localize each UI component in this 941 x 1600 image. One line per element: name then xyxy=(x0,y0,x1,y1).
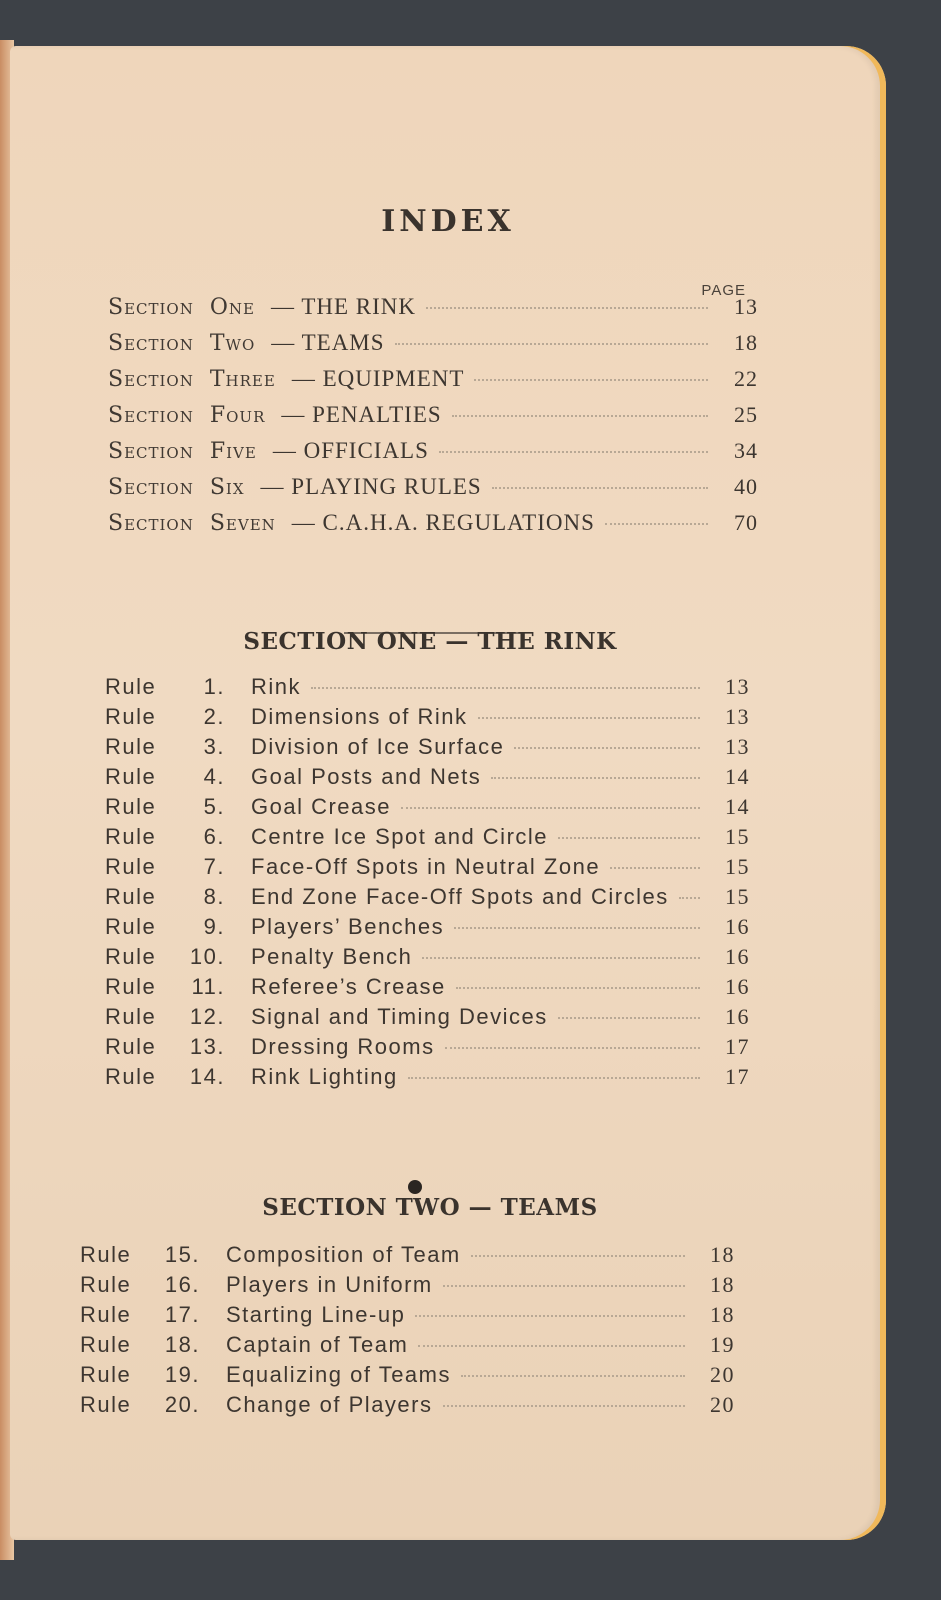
dot-leader xyxy=(426,307,708,309)
index-entry xyxy=(108,330,758,356)
rule-page: 18 xyxy=(710,1302,735,1327)
rule-label: Rule xyxy=(105,974,157,999)
rule-number: 12. xyxy=(189,1004,225,1029)
dot-leader xyxy=(452,415,708,417)
rule-number: 4. xyxy=(203,764,225,789)
rule-label: Rule xyxy=(105,884,157,909)
dot-leader xyxy=(439,451,708,453)
rule-number: 13. xyxy=(189,1034,225,1059)
index-entry xyxy=(108,402,758,428)
index-page: 25 xyxy=(734,402,758,427)
dot-leader xyxy=(415,1315,685,1317)
rule-label: Rule xyxy=(105,854,157,879)
rule-row xyxy=(105,794,750,820)
rule-label: Rule xyxy=(80,1272,132,1297)
dot-leader xyxy=(443,1285,685,1287)
rule-title: Goal Crease xyxy=(251,794,392,819)
page-title: INDEX xyxy=(381,204,515,239)
dot-leader xyxy=(443,1405,686,1407)
rule-page: 14 xyxy=(725,764,750,789)
rule-row xyxy=(105,1064,750,1090)
index-ordinal: Three xyxy=(209,367,276,392)
index-prefix: Section xyxy=(108,475,194,500)
index-entry xyxy=(108,474,758,500)
rule-label: Rule xyxy=(105,1034,157,1059)
rule-title: Dressing Rooms xyxy=(251,1034,435,1059)
rule-number: 16. xyxy=(164,1272,200,1297)
index-ordinal: Six xyxy=(209,475,245,500)
rule-label: Rule xyxy=(80,1302,132,1327)
rule-number: 11. xyxy=(191,974,225,999)
rule-title: End Zone Face-Off Spots and Circles xyxy=(251,884,669,909)
rule-page: 17 xyxy=(725,1064,750,1089)
rule-page: 13 xyxy=(725,704,750,729)
index-entry xyxy=(108,438,758,464)
rule-page: 20 xyxy=(710,1362,735,1387)
index-entry xyxy=(108,366,758,392)
rule-row xyxy=(105,1004,750,1030)
index-page: 34 xyxy=(734,438,758,463)
rule-page: 20 xyxy=(710,1392,735,1417)
dot-leader xyxy=(445,1047,700,1049)
index-entry xyxy=(108,294,758,320)
index-prefix: Section xyxy=(108,367,194,392)
rule-page: 16 xyxy=(725,974,750,999)
rule-row xyxy=(105,884,750,910)
dot-leader xyxy=(492,487,708,489)
rule-page: 13 xyxy=(725,734,750,759)
rule-title: Dimensions of Rink xyxy=(251,704,468,729)
index-ordinal: Four xyxy=(209,403,266,428)
rule-title: Equalizing of Teams xyxy=(226,1362,451,1387)
rule-title: Signal and Timing Devices xyxy=(251,1004,548,1029)
rule-row xyxy=(105,734,750,760)
dot-leader xyxy=(491,777,700,779)
rule-page: 15 xyxy=(725,824,750,849)
rule-title: Centre Ice Spot and Circle xyxy=(251,824,549,849)
dot-leader xyxy=(418,1345,685,1347)
index-prefix: Section xyxy=(108,295,194,320)
rule-page: 16 xyxy=(725,914,750,939)
rule-number: 20. xyxy=(164,1392,200,1417)
index-name: — THE RINK xyxy=(270,294,417,319)
rule-number: 15. xyxy=(164,1242,200,1267)
rule-label: Rule xyxy=(105,914,157,939)
dot-leader xyxy=(558,837,700,839)
index-name: — EQUIPMENT xyxy=(291,366,465,391)
dot-leader xyxy=(461,1375,685,1377)
rule-label: Rule xyxy=(80,1242,132,1267)
rule-number: 2. xyxy=(203,704,225,729)
dot-leader xyxy=(454,927,700,929)
dot-leader xyxy=(471,1255,685,1257)
rule-page: 16 xyxy=(725,944,750,969)
rule-title: Starting Line-up xyxy=(226,1302,406,1327)
index-prefix: Section xyxy=(108,439,194,464)
rule-number: 6. xyxy=(203,824,225,849)
dot-leader xyxy=(610,867,700,869)
rule-page: 15 xyxy=(725,854,750,879)
rule-page: 17 xyxy=(725,1034,750,1059)
rule-row xyxy=(105,764,750,790)
rule-title: Face-Off Spots in Neutral Zone xyxy=(251,854,601,879)
page-column-label: PAGE xyxy=(701,282,746,299)
rule-title: Players’ Benches xyxy=(251,914,445,939)
index-page: 70 xyxy=(734,510,758,535)
rule-number: 9. xyxy=(203,914,225,939)
dot-leader xyxy=(395,343,708,345)
rule-row xyxy=(80,1242,735,1268)
rule-page: 18 xyxy=(710,1242,735,1267)
rule-label: Rule xyxy=(80,1332,132,1357)
index-name: — PLAYING RULES xyxy=(260,474,482,499)
section-one-heading: SECTION ONE — THE RINK xyxy=(243,628,617,655)
rule-title: Rink xyxy=(251,674,302,699)
book-page xyxy=(10,46,886,1540)
rule-number: 18. xyxy=(164,1332,200,1357)
section-separator-bullet xyxy=(408,1180,422,1194)
rule-label: Rule xyxy=(80,1392,132,1417)
index-page: 18 xyxy=(734,330,758,355)
index-prefix: Section xyxy=(108,331,194,356)
rule-title: Referee’s Crease xyxy=(251,974,446,999)
rule-row xyxy=(105,824,750,850)
rule-row xyxy=(80,1332,735,1358)
rule-title: Rink Lighting xyxy=(251,1064,398,1089)
rule-row xyxy=(80,1392,735,1418)
rule-number: 1. xyxy=(203,674,225,699)
rule-label: Rule xyxy=(105,1064,157,1089)
rule-row xyxy=(105,914,750,940)
dot-leader xyxy=(514,747,700,749)
rule-label: Rule xyxy=(105,1004,157,1029)
index-name: — C.A.H.A. REGULATIONS xyxy=(291,510,595,535)
rule-page: 18 xyxy=(710,1272,735,1297)
index-name: — OFFICIALS xyxy=(272,438,429,463)
rule-title: Division of Ice Surface xyxy=(251,734,505,759)
dot-leader xyxy=(456,987,700,989)
rule-number: 10. xyxy=(189,944,225,969)
rule-row xyxy=(105,704,750,730)
rule-number: 7. xyxy=(203,854,225,879)
index-name: — TEAMS xyxy=(271,330,385,355)
rule-label: Rule xyxy=(105,674,157,699)
rule-label: Rule xyxy=(80,1362,132,1387)
dot-leader xyxy=(474,379,708,381)
rule-row xyxy=(105,674,750,700)
index-ordinal: Seven xyxy=(209,511,276,536)
rule-page: 15 xyxy=(725,884,750,909)
index-prefix: Section xyxy=(108,511,194,536)
rule-row xyxy=(105,1034,750,1060)
index-page: 40 xyxy=(734,474,758,499)
rule-label: Rule xyxy=(105,734,157,759)
rule-title: Captain of Team xyxy=(226,1332,409,1357)
index-page: 22 xyxy=(734,366,758,391)
index-name: — PENALTIES xyxy=(281,402,442,427)
rule-row xyxy=(105,974,750,1000)
dot-leader xyxy=(401,807,700,809)
rule-page: 19 xyxy=(710,1332,735,1357)
rule-title: Goal Posts and Nets xyxy=(251,764,482,789)
rule-title: Composition of Team xyxy=(226,1242,461,1267)
index-entry xyxy=(108,510,758,536)
rule-number: 14. xyxy=(189,1064,225,1089)
rule-row xyxy=(80,1362,735,1388)
section-two-heading: SECTION TWO — TEAMS xyxy=(262,1194,598,1221)
rule-row xyxy=(105,944,750,970)
index-ordinal: Five xyxy=(209,439,257,464)
rule-title: Penalty Bench xyxy=(251,944,413,969)
rule-row xyxy=(80,1302,735,1328)
rule-page: 16 xyxy=(725,1004,750,1029)
rule-number: 17. xyxy=(164,1302,200,1327)
dot-leader xyxy=(605,523,708,525)
rule-number: 3. xyxy=(203,734,225,759)
rule-number: 8. xyxy=(203,884,225,909)
index-ordinal: One xyxy=(209,295,255,320)
rule-number: 5. xyxy=(203,794,225,819)
rule-label: Rule xyxy=(105,824,157,849)
rule-title: Change of Players xyxy=(226,1392,433,1417)
dot-leader xyxy=(478,717,700,719)
rule-label: Rule xyxy=(105,764,157,789)
index-page: 13 xyxy=(734,294,758,319)
index-ordinal: Two xyxy=(209,331,256,356)
rule-label: Rule xyxy=(105,944,157,969)
dot-leader xyxy=(408,1077,700,1079)
dot-leader xyxy=(311,687,700,689)
index-prefix: Section xyxy=(108,403,194,428)
rule-number: 19. xyxy=(164,1362,200,1387)
dot-leader xyxy=(679,897,700,899)
rule-page: 14 xyxy=(725,794,750,819)
dot-leader xyxy=(558,1017,700,1019)
rule-row xyxy=(105,854,750,880)
rule-title: Players in Uniform xyxy=(226,1272,433,1297)
rule-page: 13 xyxy=(725,674,750,699)
dot-leader xyxy=(422,957,700,959)
rule-label: Rule xyxy=(105,794,157,819)
rule-row xyxy=(80,1272,735,1298)
rule-label: Rule xyxy=(105,704,157,729)
